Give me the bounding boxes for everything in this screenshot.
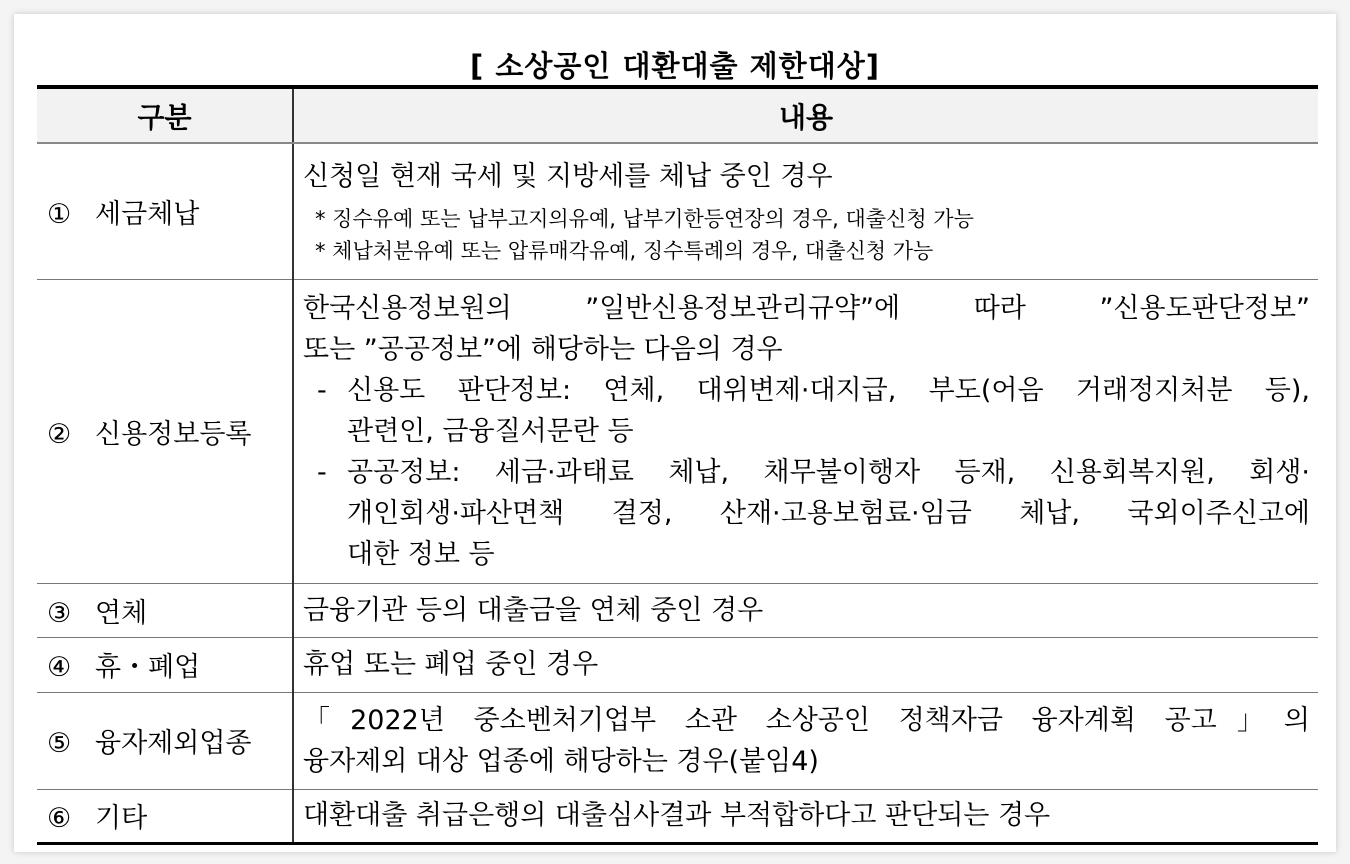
header-category: 구분 bbox=[37, 87, 293, 143]
category-label: 융자제외업종 bbox=[95, 728, 252, 759]
content-line: 휴업 또는 폐업 중인 경우 bbox=[303, 649, 599, 680]
table-row bbox=[37, 583, 1318, 637]
category-label: 신용정보등록 bbox=[95, 418, 252, 450]
table-row bbox=[37, 637, 1318, 692]
row-number: ⑤ bbox=[47, 728, 72, 759]
content-line: 「2022년 중소벤처기업부 소관 소상공인 정책자금 융자계획 공고」의 bbox=[303, 704, 1310, 736]
note-line: * 체납처분유예 또는 압류매각유예, 징수특례의 경우, 대출신청 가능 bbox=[315, 238, 934, 263]
document-title: [ 소상공인 대환대출 제한대상] bbox=[470, 49, 880, 83]
category-label: 휴・폐업 bbox=[95, 652, 201, 683]
category-cell bbox=[37, 583, 293, 637]
category-label: 기타 bbox=[95, 803, 148, 834]
content-cell bbox=[293, 279, 1318, 583]
content-cell bbox=[293, 692, 1318, 789]
row-number: ③ bbox=[47, 597, 72, 629]
bullet-item bbox=[303, 452, 1310, 493]
bullet-line: 관련인, 금융질서문란 등 bbox=[347, 415, 634, 447]
category-cell bbox=[37, 637, 293, 692]
content-cell bbox=[293, 143, 1318, 279]
dash-marker: - bbox=[317, 374, 327, 406]
category-cell bbox=[37, 143, 293, 279]
category-cell bbox=[37, 692, 293, 789]
content-cell bbox=[293, 583, 1318, 637]
row-number: ② bbox=[47, 418, 72, 450]
content-line: 또는 ”공공정보”에 해당하는 다음의 경우 bbox=[303, 333, 783, 365]
dash-marker: - bbox=[317, 456, 327, 488]
content-cell bbox=[293, 637, 1318, 692]
content-line: 금융기관 등의 대출금을 연체 중인 경우 bbox=[303, 594, 764, 626]
content-line: 신청일 현재 국세 및 지방세를 체납 중인 경우 bbox=[303, 160, 833, 192]
table-header-row bbox=[37, 87, 1318, 143]
bullet-item bbox=[303, 370, 1310, 411]
document-card bbox=[14, 14, 1336, 852]
row-number: ④ bbox=[47, 652, 72, 683]
content-line: 융자제외 대상 업종에 해당하는 경우(붙임4) bbox=[303, 745, 819, 777]
category-label: 연체 bbox=[95, 597, 148, 629]
category-cell bbox=[37, 789, 293, 843]
content-cell bbox=[293, 789, 1318, 843]
bullet-line: 개인회생·파산면책 결정, 산재·고용보험료·임금 체납, 국외이주신고에 bbox=[347, 497, 1310, 529]
header-content: 내용 bbox=[293, 87, 1318, 143]
restriction-table bbox=[37, 85, 1318, 845]
category-label: 세금체납 bbox=[95, 198, 200, 230]
content-line: 대환대출 취급은행의 대출심사결과 부적합하다고 판단되는 경우 bbox=[303, 800, 1051, 831]
table-row bbox=[37, 279, 1318, 583]
table-row bbox=[37, 692, 1318, 789]
bullet-line: 대한 정보 등 bbox=[347, 538, 495, 570]
category-cell bbox=[37, 279, 293, 583]
note-line: * 징수유예 또는 납부고지의유예, 납부기한등연장의 경우, 대출신청 가능 bbox=[315, 206, 974, 231]
table-row bbox=[37, 143, 1318, 279]
row-number: ⑥ bbox=[47, 803, 72, 834]
content-line: 한국신용정보원의 ”일반신용정보관리규약”에 따라 ”신용도판단정보” bbox=[303, 292, 1310, 324]
row-number: ① bbox=[47, 198, 72, 230]
bullet-line: 신용도 판단정보: 연체, 대위변제·대지급, 부도(어음 거래정지처분 등), bbox=[347, 374, 1310, 406]
bullet-line: 공공정보: 세금·과태료 체납, 채무불이행자 등재, 신용회복지원, 회생· bbox=[347, 456, 1310, 488]
table-row bbox=[37, 789, 1318, 843]
